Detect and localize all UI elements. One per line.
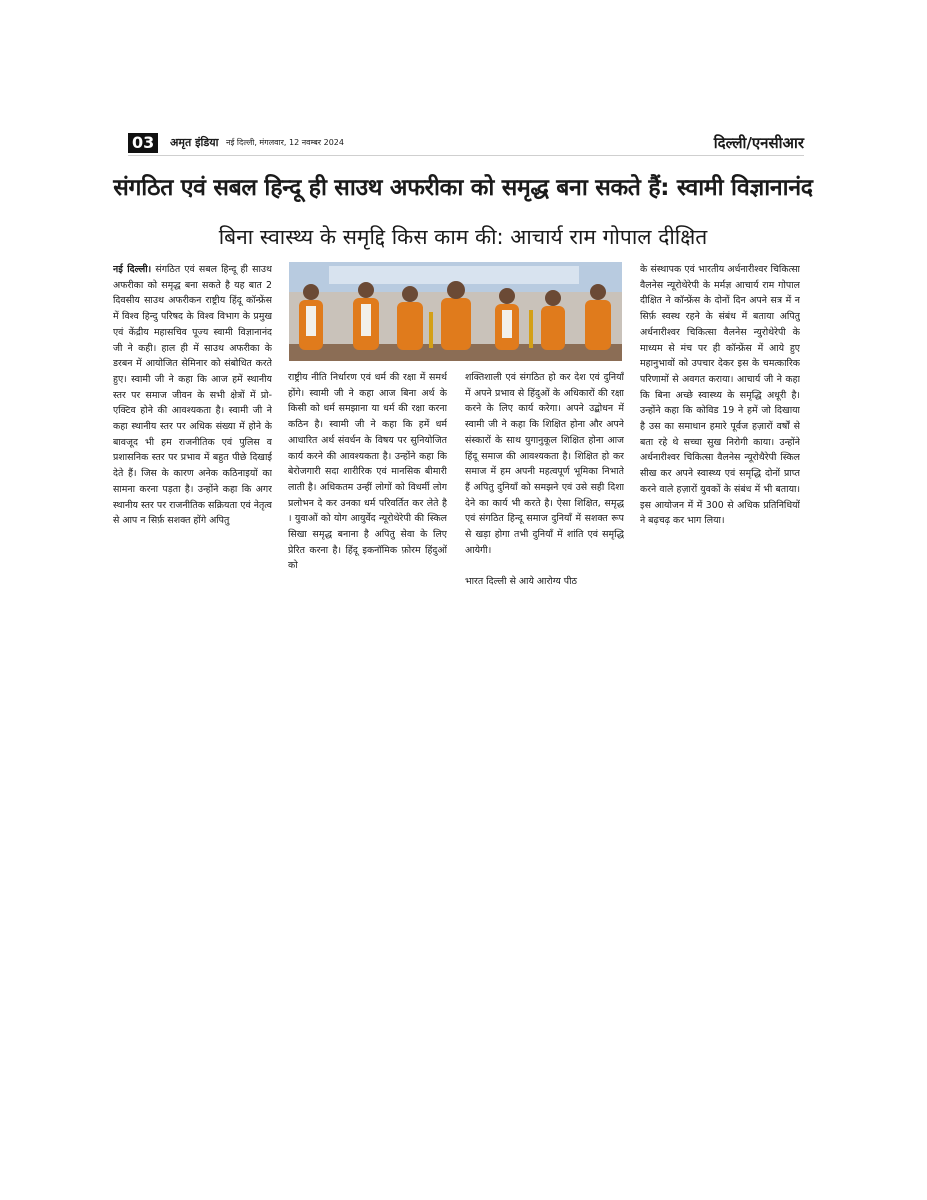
article-dateline: नई दिल्ली। (113, 264, 152, 275)
paper-name: अमृत इंडिया (170, 136, 219, 149)
article-column-4 (640, 262, 800, 670)
article-column-1 (113, 262, 272, 670)
article-col1-text: संगठित एवं सबल हिन्दू ही साउथ अफरीका को समृद्ध बना सकते है यह बात 2 दिवसीय साउथ अफरीकन राष्ट्रीय हिंदू कॉन्फ्रेंस में विश्व हिन्दु परिषद के विश्व विभाग के प्रमुख एवं केंद्रीय महासचिव पूज्य स्वामी विज्ञानानंद जी ने कही। हाल ही में साउथ अफरीका के डरबन में आयोजित सेमिनार को संबोधित करते हुए। स्वामी जी ने कहा कि आज हमें स्थानीय स्तर पर समाज जीवन के सभी क्षेत्रों में प्रो-एक्टिव होने की आवश्यकता है। स्वामी जी ने कहा स्थानीय स्तर पर अधिक संख्या में होने के बावजूद भी हम राजनीतिक एवं पुलिस व प्रशासनिक स्तर पर प्रभाव में बहुत पीछे दिखाई देते हैं। जिस के कारण अनेक कठिनाइयों का सामना करना पड़ता है। उन्होंने कहा कि अगर स्थानीय स्तर पर राजनीतिक सक्रियता एवं नेतृत्व से आप न सिर्फ़ सशक्त होंगे अपितु (113, 264, 272, 527)
article-col2-text: राष्ट्रीय नीति निर्धारण एवं धर्म की रक्षा में समर्थ होंगे। स्वामी जी ने कहा आज बिना अर्थ के किसी को धर्म समझाना या धर्म की रक्षा करना कठिन है। स्वामी जी ने कहा कि हमें धर्म आधारित अर्थ संवर्धन के विषय पर सुनियोजित कार्य करने की आवश्यकता है। उन्होंने कहा कि बेरोजगारी सदा शारीरिक एवं मानसिक बीमारी लाती है। अधिकतम उन्हीं लोगों को विधर्मी लोग प्रलोभन दे कर उनका धर्म परिवर्तित कर लेते है । युवाओं को योग आयुर्वेद न्यूरोथेरेपी की स्किल सिखा समृद्ध बनाना है अपितु सेवा के लिए प्रेरित करना है। हिंदू इकनॉमिक फ़ोरम हिंदुओं को (288, 372, 447, 572)
masthead (128, 133, 804, 156)
subheadline: बिना स्वास्थ्य के समृद्दि किस काम की: आचार्य राम गोपाल दीक्षित (218, 225, 708, 249)
section-name: दिल्ली/एनसीआर (713, 134, 804, 152)
group-photo (289, 262, 622, 361)
page-number: 03 (128, 133, 158, 153)
article-col4-text: के संस्थापक एवं भारतीय अर्धनारीश्वर चिकित्सा वैलनेस न्यूरोथेरेपी के मर्मज्ञ आचार्य राम गोपाल दीक्षित ने कॉन्फ्रेंस के दोनों दिन अपने सत्र में न सिर्फ़ स्वस्थ रहने के संबंध में बताया अपितु अर्धनारीश्वर चिकित्सा वैलनेस न्युरोथेरेपी के माध्यम से मंच पर ही कॉन्फ्रेंस में आये हुए महानुभावों को उपचार देकर इस के चमत्कारिक परिणामों से अवगत कराया। आचार्य जी ने कहा कि बिना अच्छे स्वास्थ्य के समृद्धि अधूरी है। उन्होंने कहा कि कोविड 19 ने हमें जो दिखाया है उस का समाधान हमारे पूर्वज हज़ारों वर्षों से बता रहे थे सच्चा सुख निरोगी काया। उन्होंने अर्धनारीश्वर चिकित्सा वैलनेस न्यूरोथैरेपी स्किल सीख कर अपने स्वास्थ्य एवं समृद्धि दोनों प्राप्त करने वाले हज़ारों युवकों के संबंध में भी बताया। इस आयोजन में में 300 से अधिक प्रतिनिधियों ने बढ़चढ़ कर भाग लिया। (640, 264, 800, 527)
issue-dateline: नई दिल्ली, मंगलवार, 12 नवम्बर 2024 (226, 138, 344, 147)
article-col3-tail: भारत दिल्ली से आये आरोग्य पीठ (465, 576, 577, 588)
article-col3-text: शक्तिशाली एवं संगठित हो कर देश एवं दुनियाँ में अपने प्रभाव से हिंदुओं के अधिकारों की रक्षा करने के लिए कार्य करेगा। अपने उद्बोधन में स्वामी जी ने कहा कि शिक्षित होना और अपने संस्कारों के साथ युगानुकूल शिक्षित होना आज हिंदू समाज की आवश्यकता है। शिक्षित हो कर समाज में हम अपनी महत्वपूर्ण भूमिका निभाते हैं अपितु दुनियाँ को समझने एवं उसे सही दिशा देने का कार्य भी करते है। ऐसा शिक्षित, समृद्ध एवं संगठित हिन्दू समाज दुनियाँ में सशक्त रूप से खड़ा होगा तभी दुनियाँ में शांति एवं समृद्धि आयेगी। (465, 372, 624, 556)
article-column-2 (288, 370, 447, 670)
article-column-3 (465, 370, 624, 670)
group-photo-icon (289, 262, 622, 361)
headline: संगठित एवं सबल हिन्दू ही साउथ अफरीका को समृद्ध बना सकते हैं: स्वामी विज्ञानानंद (113, 175, 813, 201)
